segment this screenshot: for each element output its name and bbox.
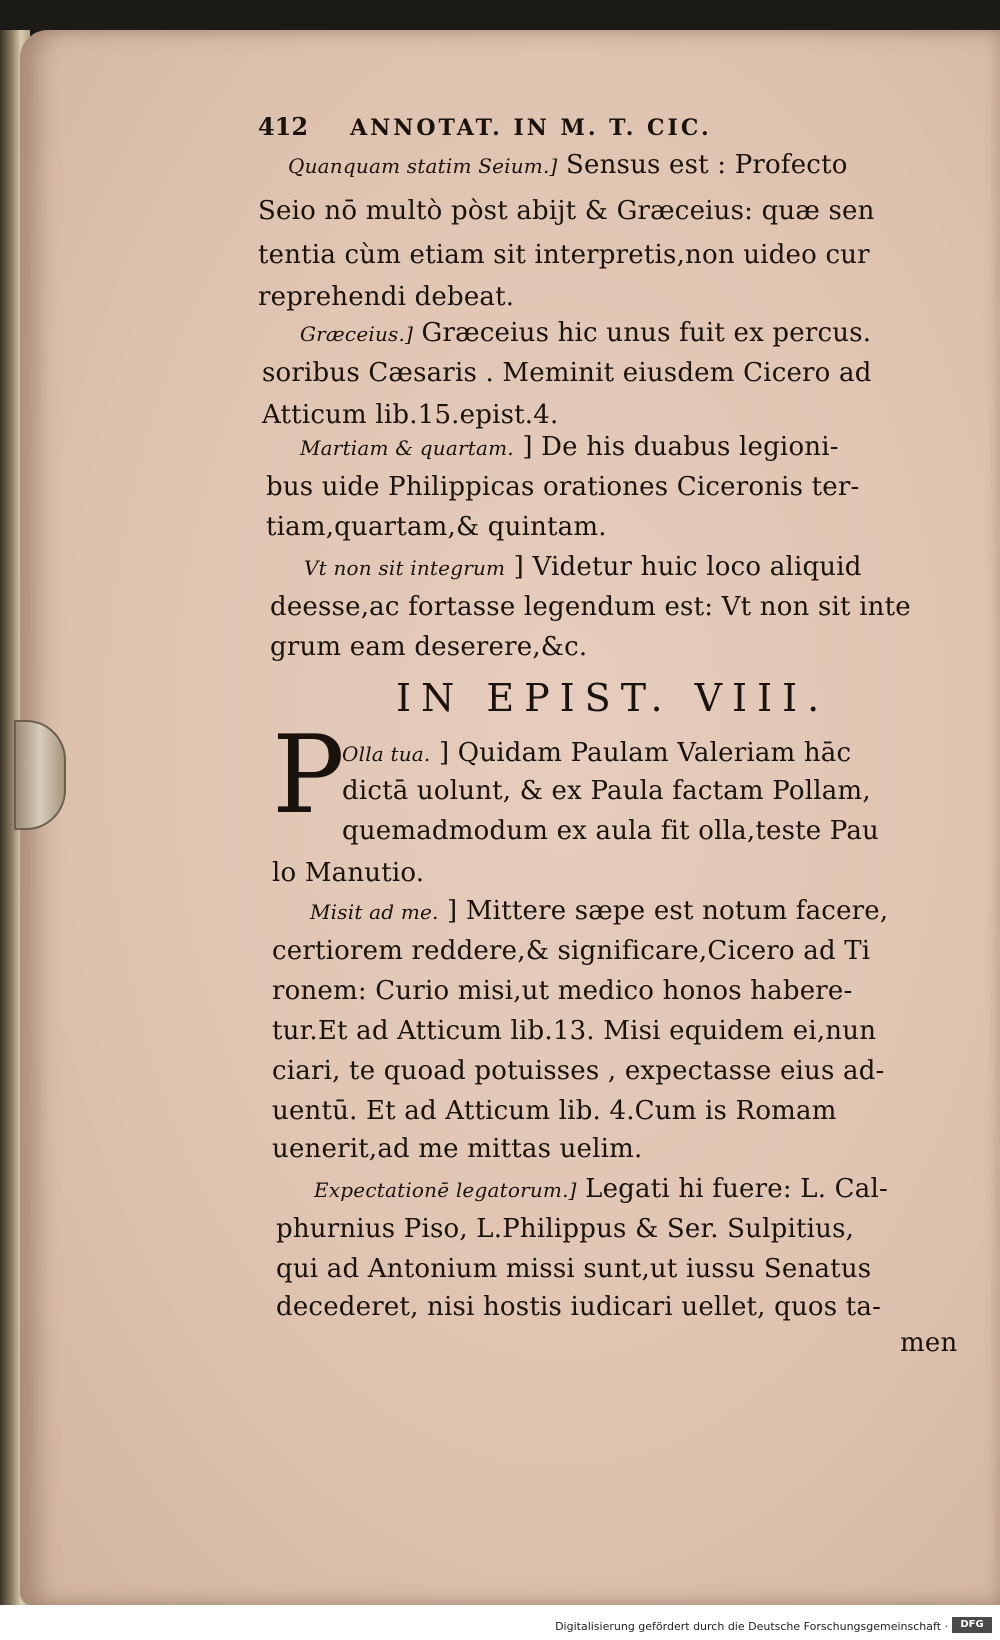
book-clasp (14, 720, 66, 830)
text-line: Seio nō multò pòst abijt & Græceius: quæ sen (258, 196, 875, 226)
text-line: soribus Cæsaris . Meminit eiusdem Cicero ad (262, 358, 872, 388)
text-line: tentia cùm etiam sit interpretis,non uideo cur (258, 240, 870, 270)
lemma: Græceius.] (300, 322, 414, 346)
text-line: Atticum lib.15.epist.4. (262, 400, 559, 430)
text-line: ronem: Curio misi,ut medico honos habere- (272, 976, 853, 1006)
lemma: Misit ad me. (310, 900, 439, 924)
text-line: decederet, nisi hostis iudicari uellet, quos ta- (276, 1292, 882, 1322)
text-line: certiorem reddere,& significare,Cicero ad Ti (272, 936, 871, 966)
text-line: uenerit,ad me mittas uelim. (272, 1134, 643, 1164)
text-line: Misit ad me. ] Mittere sæpe est notum facere, (310, 896, 889, 926)
catchword: men (900, 1328, 958, 1358)
drop-cap: P (272, 713, 345, 838)
lemma: Martiam & quartam. (300, 436, 514, 460)
section-heading: IN EPIST. VIII. (396, 676, 830, 720)
text-line: Martiam & quartam. ] De his duabus legioni- (300, 432, 839, 462)
text-line: grum eam deserere,&c. (270, 632, 588, 662)
lemma: Expectationē legatorum.] (314, 1178, 577, 1202)
text-line: quemadmodum ex aula fit olla,teste Pau (342, 816, 879, 846)
text-line: Quanquam statim Seium.] Sensus est : Profecto (288, 150, 848, 180)
lemma: Vt non sit integrum (304, 556, 506, 580)
text-line: reprehendi debeat. (258, 282, 515, 312)
running-head (258, 112, 712, 141)
text-line: qui ad Antonium missi sunt,ut iussu Senatus (276, 1254, 872, 1284)
text-line: Vt non sit integrum ] Videtur huic loco aliquid (304, 552, 862, 582)
text-line: tur.Et ad Atticum lib.13. Misi equidem ei,nun (272, 1016, 877, 1046)
text-line: deesse,ac fortasse legendum est: Vt non sit inte (270, 592, 911, 622)
text-line: uentū. Et ad Atticum lib. 4.Cum is Romam (272, 1096, 837, 1126)
running-title: ANNOTAT. IN M. T. CIC. (350, 115, 712, 141)
text-line: tiam,quartam,& quintam. (266, 512, 607, 542)
text-line: bus uide Philippicas orationes Ciceronis ter- (266, 472, 860, 502)
text-line: Expectationē legatorum.] Legati hi fuere: L. Cal- (314, 1174, 888, 1204)
lemma: Quanquam statim Seium.] (288, 154, 558, 178)
text-line: dictā uolunt, & ex Paula factam Pollam, (342, 776, 871, 806)
text-line: Olla tua. ] Quidam Paulam Valeriam hāc (342, 738, 852, 768)
text-line: phurnius Piso, L.Philippus & Ser. Sulpitius, (276, 1214, 855, 1244)
footer-credit: Digitalisierung gefördert durch die Deutsche Forschungsgemeinschaft · (555, 1620, 948, 1633)
page-number: 412 (258, 112, 309, 141)
dfg-logo: DFG (952, 1617, 992, 1633)
text-line: lo Manutio. (272, 858, 425, 888)
lemma: Olla tua. (342, 742, 431, 766)
text-line: Græceius.] Græceius hic unus fuit ex percus. (300, 318, 872, 348)
text-line: ciari, te quoad potuisses , expectasse eius ad- (272, 1056, 885, 1086)
